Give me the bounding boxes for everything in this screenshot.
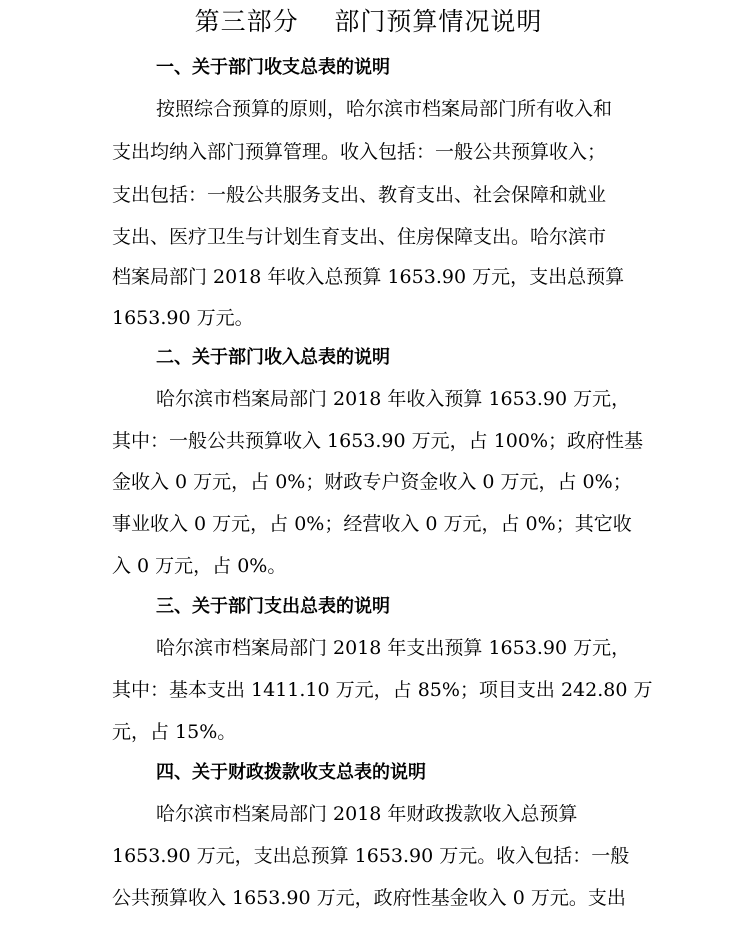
paragraph-line: 档案局部门 2018 年收入总预算 1653.90 万元，支出总预算: [112, 266, 625, 288]
paragraph-line: 按照综合预算的原则，哈尔滨市档案局部门所有收入和: [156, 98, 613, 120]
paragraph-line: 哈尔滨市档案局部门 2018 年支出预算 1653.90 万元，: [156, 637, 631, 659]
paragraph-line: 哈尔滨市档案局部门 2018 年财政拨款收入总预算: [156, 803, 578, 825]
section-heading-1: 一、关于部门收支总表的说明: [156, 57, 390, 78]
paragraph-line: 其中：基本支出 1411.10 万元，占 85%；项目支出 242.80 万: [112, 679, 653, 701]
paragraph-line: 事业收入 0 万元，占 0%；经营收入 0 万元，占 0%；其它收: [112, 513, 632, 535]
paragraph-line: 支出包括：一般公共服务支出、教育支出、社会保障和就业: [112, 184, 607, 206]
paragraph-line: 哈尔滨市档案局部门 2018 年收入预算 1653.90 万元，: [156, 388, 631, 410]
paragraph-line: 支出均纳入部门预算管理。收入包括：一般公共预算收入；: [112, 141, 607, 163]
section-heading-3: 三、关于部门支出总表的说明: [156, 596, 390, 617]
paragraph-line: 1653.90 万元，支出总预算 1653.90 万元。收入包括：一般: [112, 845, 630, 867]
paragraph-line: 金收入 0 万元，占 0%；财政专户资金收入 0 万元，占 0%；: [112, 471, 632, 493]
section-heading-4: 四、关于财政拨款收支总表的说明: [156, 762, 426, 783]
paragraph-line: 元，占 15%。: [112, 721, 237, 743]
paragraph-line: 其中：一般公共预算收入 1653.90 万元，占 100%；政府性基: [112, 430, 644, 452]
paragraph-line: 公共预算收入 1653.90 万元，政府性基金收入 0 万元。支出: [112, 887, 626, 909]
page-title: 第三部分 部门预算情况说明: [194, 7, 543, 36]
section-heading-2: 二、关于部门收入总表的说明: [156, 347, 390, 368]
paragraph-line: 支出、医疗卫生与计划生育支出、住房保障支出。哈尔滨市: [112, 226, 607, 248]
paragraph-line: 1653.90 万元。: [112, 307, 254, 329]
paragraph-line: 入 0 万元，占 0%。: [112, 555, 287, 577]
